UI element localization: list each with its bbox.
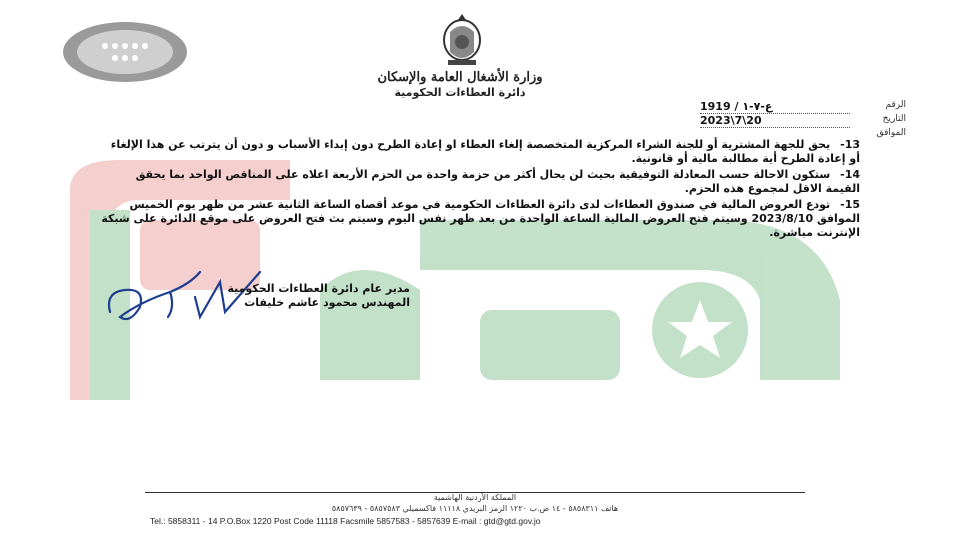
clause-13 xyxy=(100,138,860,166)
ref-label-hijri: الموافق xyxy=(876,128,906,138)
ministry-name: وزارة الأشغال العامة والإسكان xyxy=(377,70,543,85)
ref-label-date: التاريخ xyxy=(882,114,906,124)
ref-number: ع-٧-١ / 1919 xyxy=(700,100,850,114)
signatory-title: مدير عام دائرة العطاءات الحكومية xyxy=(227,282,410,295)
clause-text: يحق للجهة المشترية أو للجنة الشراء المركزية المتخصصة إلغاء العطاء او إعادة الطرح دون إبداء الأسباب و دون أن يترتب عن هذا الإلغاء أو إعادة الطرح أية مطالبة مالية أو قانونية. xyxy=(110,138,860,165)
signatory-name: المهندس محمود عاشم خليفات xyxy=(244,296,410,309)
ref-label-number: الرقم xyxy=(885,100,906,110)
footer-arabic-contact: هاتف ٥٨٥٨٣١١ - ١٤ ص.ب ١٢٢٠ الرمز البريدي ١١١١٨ فاكسميلي ٥٨٥٧٥٨٣ - ٥٨٥٧٦٣٩ xyxy=(331,504,619,513)
signature-block xyxy=(120,282,410,310)
jordan-coat-of-arms-icon xyxy=(440,12,484,68)
clause-number: 13- xyxy=(840,138,860,151)
ref-date: 2023\7\20 xyxy=(700,114,850,128)
reference-values xyxy=(700,100,850,128)
excellence-award-seal-icon xyxy=(60,20,190,84)
clause-number: 15- xyxy=(840,198,860,211)
clause-text: تودع العروض المالية في صندوق العطاءات لدى دائرة العطاءات الحكومية في موعد أقصاه الساعة الثانية عشر من ظهر يوم الخميس الموافق 2023/8/10 وسيتم فتح العروض المالية الساعة الواحدة من بعد ظهر نفس اليوم وسيتم بث فتح العروض على موقع الدائرة على شبكة الإنترنت مباشرة. xyxy=(101,198,860,239)
reference-labels xyxy=(877,98,906,140)
department-name: دائرة العطاءات الحكومية xyxy=(394,86,526,99)
clause-14 xyxy=(100,168,860,196)
clause-number: 14- xyxy=(840,168,860,181)
clause-15 xyxy=(100,198,860,240)
footer-arabic-country: المملكة الأردنية الهاشمية xyxy=(433,493,517,502)
footer-english-contact: Tel.: 5858311 - 14 P.O.Box 1220 Post Code 11118 Facsmile 5857583 - 5857639 E-mail : gtd@gtd.gov.jo xyxy=(150,516,541,526)
clause-text: ستكون الاحالة حسب المعادلة التوفيقية بحيث لن يحال أكثر من حزمة واحدة من الحزم الأربعة اعلاه على المناقص الواحد بما يحقق القيمة الاقل لمجموع هذه الحزم. xyxy=(135,168,860,195)
